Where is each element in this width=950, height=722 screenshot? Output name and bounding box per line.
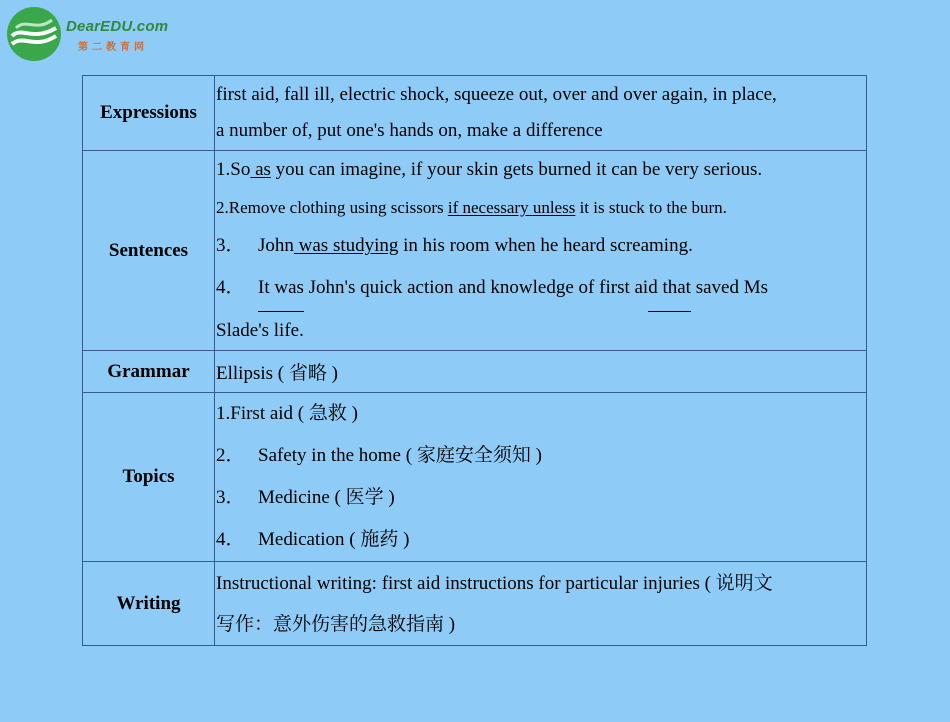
topic-3: 3． Medicine ( 医学 ) (216, 487, 395, 508)
expressions-line-2: a number of, put one's hands on, make a difference (216, 120, 603, 141)
writing-line-1: Instructional writing: first aid instructions for particular injuries ( 说明文 (216, 572, 773, 594)
row-content-grammar: Ellipsis ( 省略 ) (215, 351, 867, 393)
table-row-topics (83, 393, 867, 562)
topic-4: 4． Medication ( 施药 ) (216, 529, 410, 550)
sentence-2-answer: if necessary unless (447, 198, 576, 217)
expressions-line-1: first aid, fall ill, electric shock, squeeze out, over and over again, in place, (216, 84, 777, 105)
table-row-sentences (83, 151, 867, 351)
row-content-writing (215, 562, 867, 646)
table-row-expressions (83, 76, 867, 151)
topic-1: 1.First aid ( 急救 ) (216, 403, 358, 424)
writing-line-2: 写作：意外伤害的急救指南 ) (216, 613, 456, 635)
sentence-1-answer: as (250, 159, 271, 180)
site-logo (2, 2, 182, 66)
row-label-writing: Writing (83, 562, 215, 646)
sentence-2: 2.Remove clothing using scissors if necessary unless it is stuck to the burn. (216, 198, 727, 217)
row-content-topics (215, 393, 867, 562)
row-content-sentences (215, 151, 867, 351)
logo-brand-text: DearEDU.com (66, 18, 169, 35)
row-content-expressions (215, 76, 867, 151)
table-row-grammar (83, 351, 867, 393)
table-row-writing (83, 562, 867, 646)
sentence-1: 1.So as you can imagine, if your skin gets burned it can be very serious. (216, 159, 763, 180)
sentence-3-answer: was studying (293, 235, 399, 256)
sentence-4-answer-2: d that (648, 265, 691, 312)
row-label-grammar: Grammar (83, 351, 215, 393)
row-label-sentences: Sentences (83, 151, 215, 351)
summary-table (82, 75, 867, 646)
logo-sub-text: 第二教育网 (78, 42, 148, 53)
topic-2: 2． Safety in the home ( 家庭安全须知 ) (216, 445, 542, 466)
sentence-4: 4． It was John's quick action and knowledge of first aid that saved Ms (216, 265, 862, 312)
sentence-4-answer-1: It was (258, 265, 304, 312)
sentence-4-continued: Slade's life. (216, 320, 304, 341)
logo-emblem-icon (6, 6, 62, 62)
sentence-3: 3． John was studying in his room when he heard screaming. (216, 235, 693, 256)
row-label-topics: Topics (83, 393, 215, 562)
row-label-expressions: Expressions (83, 76, 215, 151)
